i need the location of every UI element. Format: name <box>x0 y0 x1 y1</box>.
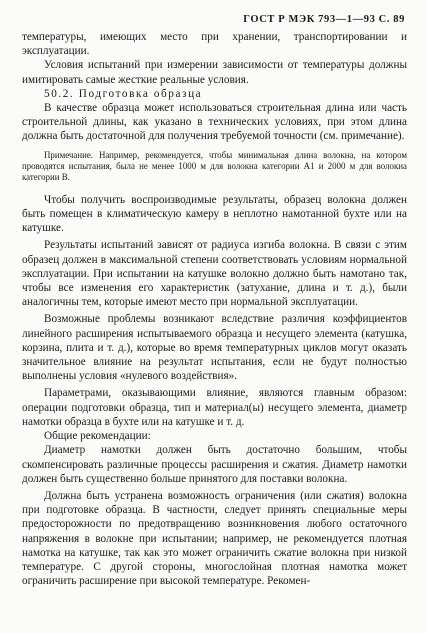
paragraph-test-conditions: Условия испытаний при измерении зависимости от температуры должны имитировать самые жесткие реальные условия. <box>22 59 407 86</box>
paragraph-parameters: Параметрами, оказывающими влияние, являются главным образом: операции подготовки образца, тип и материал(ы) несущего элемента, диаметр намотки образца в бухте или на катушке и т. д. <box>22 387 407 428</box>
paragraph-problems: Возможные проблемы возникают вследствие различия коэффициентов линейного расширения испытываемого образца и несущего элемента (катушка, корзина, плита и т. д.), которые во время температурных циклов могут оказать значительное влияние на результат испытания, если не будут полностью выполнены условия «нулевого воздействия». <box>22 313 407 383</box>
paragraph-general-recommendations: Общие рекомендации: <box>44 430 151 443</box>
note-paragraph: Примечание. Например, рекомендуется, чтобы минимальная длина волокна, на котором проводятся испытания, была не менее 1000 м для волокна категории А1 и 2000 м для волокна категории В. <box>22 149 407 183</box>
paragraph-constraint: Должна быть устранена возможность ограничения (или сжатия) волокна при подготовке образца. В частности, следует принять специальные меры предосторожности по предотвращению возникновения любого остаточного напряжения в волокне при испытании; например, не рекомендуется плотная намотка на катушке, так как это может ограничить сжатие волокна при низкой температуре. С другой стороны, многослойная плотная намотка может ограничить расширение при высокой температуре. Рекомен- <box>22 489 407 588</box>
paragraph-reproducible: Чтобы получить воспроизводимые результаты, образец волокна должен быть помещен в климатическую камеру в неплотно намотанной бухте или на катушке. <box>22 193 407 235</box>
paragraph-sample: В качестве образца может использоваться строительная длина или часть строительной длины, как указано в технических условиях, при этом длина должна быть достаточной для получения требуемой точности (см. примечание). <box>22 102 407 143</box>
paragraph-continuation: температуры, имеющих место при хранении, транспортировании и эксплуатации. <box>22 31 407 58</box>
paragraph-bend-radius: Результаты испытаний зависят от радиуса изгиба волокна. В связи с этим образец должен в максимальной степени соответствовать условиям нормальной эксплуатации. При испытании на катушке волокно должно быть намотано так, чтобы все изменения его характеристик (затухание, длина и т. д.), были аналогичны тем, которые имеют место при нормальной эксплуатации. <box>22 239 407 309</box>
page-header: ГОСТ Р МЭК 793—1—93 С. 89 <box>243 14 405 25</box>
paragraph-winding-diameter: Диаметр намотки должен быть достаточно большим, чтобы скомпенсировать различные процессы расширения и сжатия. Диаметр намотки должен быть существенно больше принятого для поставки волокна. <box>22 444 407 485</box>
section-heading-50-2: 50.2. Подготовка образца <box>44 87 203 100</box>
